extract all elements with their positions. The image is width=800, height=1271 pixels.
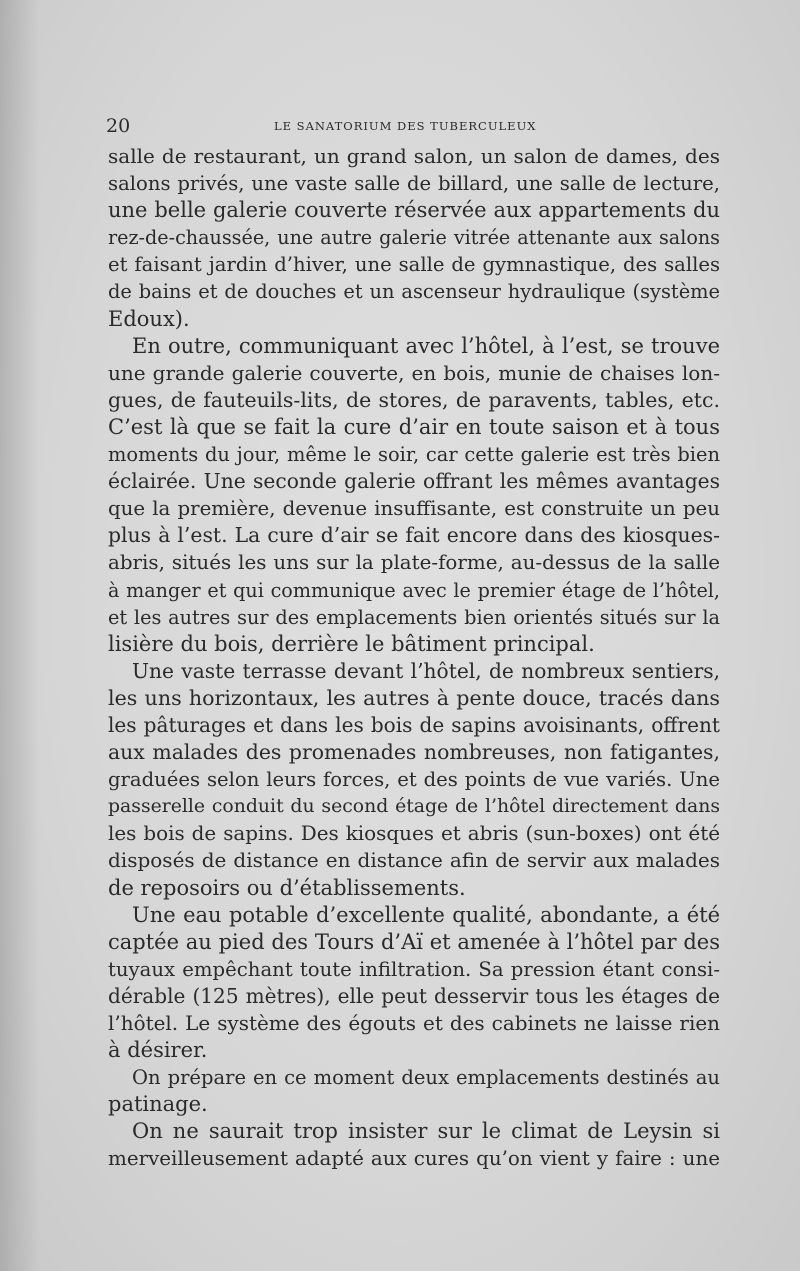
text-line: les uns horizontaux, les autres à pente douce, tracés dans: [108, 685, 720, 710]
text-line: passerelle conduit du second étage de l’hôtel directement dans: [108, 796, 720, 818]
text-line: salons privés, une vaste salle de billard, une salle de lecture,: [108, 172, 720, 196]
text-line: les pâturages et dans les bois de sapins avoisinants, offrent: [108, 712, 720, 737]
page-edge-shadow: [0, 0, 40, 1271]
text-line: abris, situés les uns sur la plate-forme, au-dessus de la salle: [108, 551, 720, 575]
text-line: de bains et de douches et un ascenseur hydraulique (système: [108, 280, 720, 304]
text-line: Une vaste terrasse devant l’hôtel, de nombreux sentiers,: [132, 658, 720, 683]
text-line: aux malades des promenades nombreuses, non fatigantes,: [108, 740, 720, 765]
text-line: Edoux).: [108, 306, 190, 331]
text-line: patinage.: [108, 1092, 208, 1117]
text-line: l’hôtel. Le système des égouts et des cabinets ne laisse rien: [108, 1011, 720, 1035]
text-line: dérable (125 mètres), elle peut desservir tous les étages de: [108, 983, 720, 1008]
text-line: On prépare en ce moment deux emplacements destinés au: [132, 1066, 720, 1090]
text-line: salle de restaurant, un grand salon, un salon de dames, des: [108, 144, 720, 168]
text-line: disposés de distance en distance afin de servir aux malades: [108, 848, 720, 873]
text-line: plus à l’est. La cure d’air se fait encore dans des kiosques-: [108, 523, 720, 548]
text-line: gues, de fauteuils-lits, de stores, de paravents, tables, etc.: [108, 387, 720, 412]
text-line: Une eau potable d’excellente qualité, abondante, a été: [132, 902, 720, 927]
text-line: et les autres sur des emplacements bien orientés situés sur la: [108, 605, 720, 629]
text-line: merveilleusement adapté aux cures qu’on vient y faire : une: [108, 1147, 720, 1171]
text-line: que la première, devenue insuffisante, est construite un peu: [108, 497, 720, 521]
page-number: 20: [106, 115, 131, 137]
text-line: de reposoirs ou d’établissements.: [108, 875, 466, 900]
text-line: moments du jour, même le soir, car cette galerie est très bien: [108, 443, 720, 467]
text-line: une belle galerie couverte réservée aux appartements du: [108, 198, 720, 223]
text-line: En outre, communiquant avec l’hôtel, à l’est, se trouve: [132, 333, 720, 358]
text-line: tuyaux empêchant toute infiltration. Sa pression étant consi-: [108, 957, 720, 981]
text-line: à manger et qui communique avec le premier étage de l’hôtel,: [108, 578, 720, 602]
text-line: C’est là que se fait la cure d’air en toute saison et à tous: [108, 414, 720, 439]
body-text: [108, 143, 720, 1173]
text-line: lisière du bois, derrière le bâtiment principal.: [108, 631, 595, 656]
text-line: captée au pied des Tours d’Aï et amenée à l’hôtel par des: [108, 929, 720, 954]
text-line: une grande galerie couverte, en bois, munie de chaises lon-: [108, 360, 720, 385]
text-line: et faisant jardin d’hiver, une salle de gymnastique, des salles: [108, 253, 720, 277]
running-title: LE SANATORIUM DES TUBERCULEUX: [274, 119, 537, 133]
text-line: éclairée. Une seconde galerie offrant les mêmes avantages: [108, 469, 720, 494]
text-line: graduées selon leurs forces, et des points de vue variés. Une: [108, 768, 720, 792]
page-header: [106, 115, 718, 137]
text-line: les bois de sapins. Des kiosques et abris (sun-boxes) ont été: [108, 822, 720, 846]
text-line: On ne saurait trop insister sur le climat de Leysin si: [132, 1119, 720, 1144]
text-line: rez-de-chaussée, une autre galerie vitrée attenante aux salons: [108, 226, 720, 250]
text-line: à désirer.: [108, 1038, 208, 1063]
